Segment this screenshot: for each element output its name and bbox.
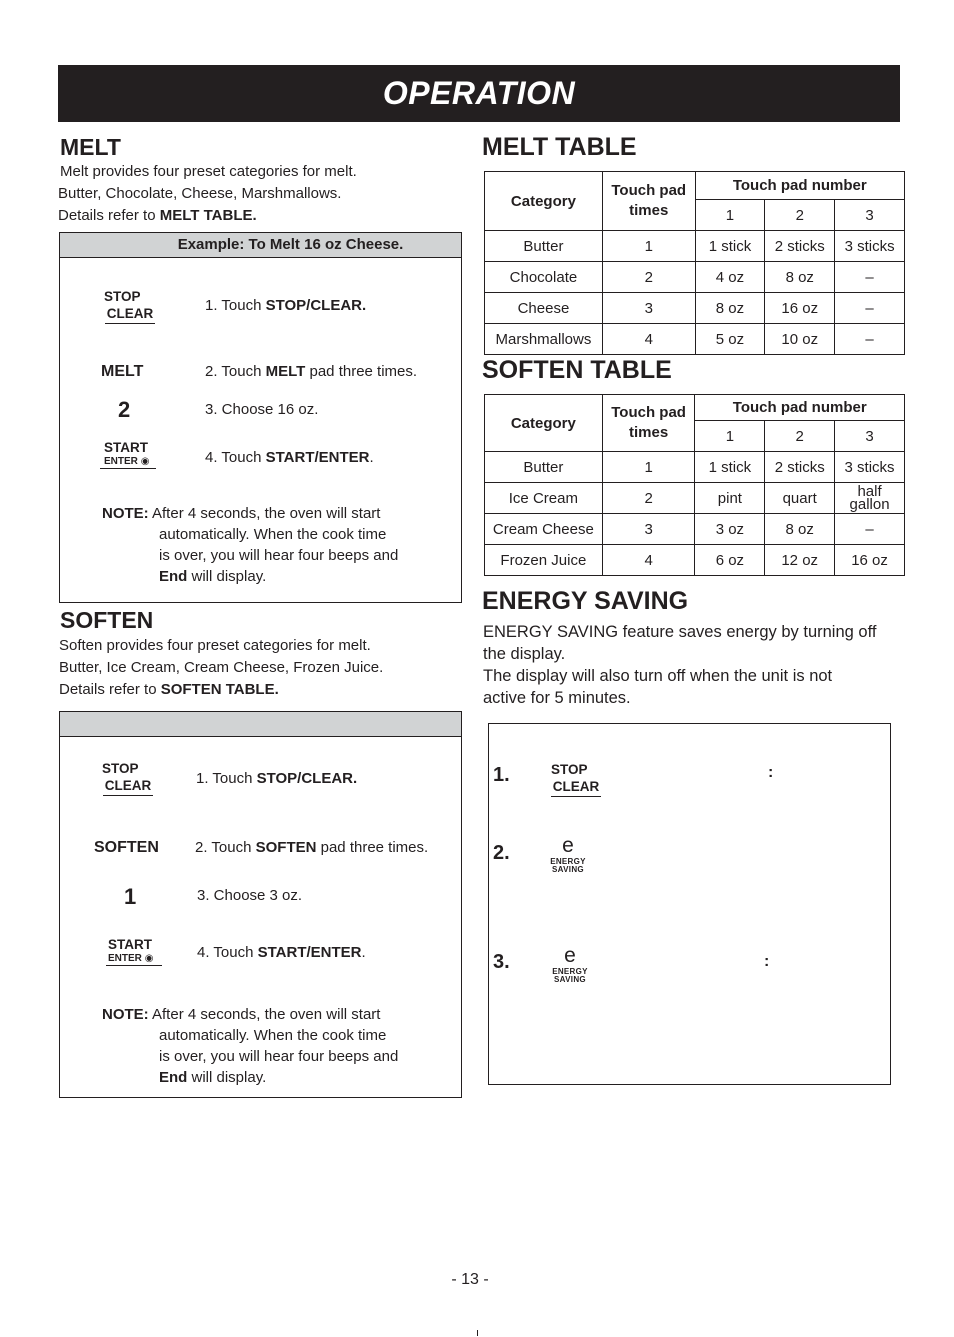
table-cell: Cheese	[485, 293, 603, 324]
table-cell: 16 oz	[765, 293, 835, 324]
table-cell: –	[835, 324, 905, 355]
melt-heading: MELT	[60, 134, 121, 160]
start-enter-key: START ENTER ◉	[100, 439, 162, 469]
table-cell: Marshmallows	[485, 324, 603, 355]
number-key-2: 2	[118, 397, 131, 422]
table-cell: 8 oz	[695, 293, 765, 324]
table-cell: 6 oz	[695, 545, 765, 576]
table-header: Category	[485, 172, 603, 231]
step-number: 3.	[493, 951, 510, 973]
table-cell: 4	[602, 324, 695, 355]
energy-text-3: The display will also turn off when the unit is not	[483, 667, 833, 685]
table-row	[485, 293, 905, 324]
page-title: OPERATION	[58, 65, 900, 122]
table-cell: 3	[602, 293, 695, 324]
soften-heading: SOFTEN	[60, 607, 154, 633]
table-cell: Ice Cream	[485, 483, 603, 514]
soften-step-1: 1. Touch STOP/CLEAR.	[196, 770, 358, 787]
soften-example-title	[60, 712, 461, 737]
table-row	[485, 545, 905, 576]
table-cell: half gallon	[835, 483, 905, 514]
melt-note: NOTE: After 4 seconds, the oven will start automatically. When the cook time is over, you will hear four beeps and End will display.	[102, 505, 399, 585]
melt-table	[484, 171, 905, 355]
table-cell: 10 oz	[765, 324, 835, 355]
table-cell: 3 sticks	[835, 231, 905, 262]
table-cell: 1 stick	[695, 231, 765, 262]
table-cell: 1	[602, 231, 695, 262]
table-row	[485, 483, 905, 514]
table-cell: 8 oz	[765, 514, 835, 545]
table-cell: 12 oz	[765, 545, 835, 576]
table-subheader: 3	[835, 200, 905, 231]
table-header: Touch pad times	[602, 395, 695, 452]
lock-icon: ◉	[144, 953, 154, 964]
start-enter-key: START ENTER ◉	[106, 936, 168, 966]
table-row	[485, 514, 905, 545]
table-header: Category	[485, 395, 603, 452]
table-cell: Chocolate	[485, 262, 603, 293]
melt-example-box	[59, 232, 462, 603]
table-cell: –	[835, 514, 905, 545]
table-cell: quart	[765, 483, 835, 514]
melt-intro-1: Melt provides four preset categories for melt.	[60, 163, 357, 180]
energy-text-4: active for 5 minutes.	[483, 689, 631, 707]
lock-icon: ◉	[140, 456, 150, 467]
table-subheader: 1	[695, 421, 765, 452]
melt-step-3: 3. Choose 16 oz.	[205, 401, 319, 418]
table-cell: –	[835, 293, 905, 324]
table-row	[485, 452, 905, 483]
melt-intro-3: Details refer to MELT TABLE.	[58, 207, 257, 224]
table-cell: 3 sticks	[835, 452, 905, 483]
table-cell: 8 oz	[765, 262, 835, 293]
table-cell: 2	[602, 483, 695, 514]
energy-saving-key: e ENERGY SAVING	[547, 834, 589, 874]
table-cell: Butter	[485, 452, 603, 483]
soften-step-3: 3. Choose 3 oz.	[197, 887, 303, 904]
table-row	[485, 324, 905, 355]
energy-text-1: ENERGY SAVING feature saves energy by turning off	[483, 623, 877, 641]
page-number: - 13 -	[451, 1271, 489, 1288]
table-cell: Butter	[485, 231, 603, 262]
energy-text-2: the display.	[483, 645, 566, 663]
table-cell: 2 sticks	[765, 452, 835, 483]
table-cell: 3 oz	[695, 514, 765, 545]
table-cell: 1	[602, 452, 695, 483]
soften-example-box	[59, 711, 462, 1098]
stop-clear-key: STOP CLEAR	[98, 760, 158, 796]
table-cell: Cream Cheese	[485, 514, 603, 545]
table-cell: 2	[602, 262, 695, 293]
table-cell: 4 oz	[695, 262, 765, 293]
table-subheader: 2	[765, 421, 835, 452]
display-colon: :	[768, 764, 774, 781]
stop-clear-key: STOP CLEAR	[100, 288, 160, 324]
soften-intro-1: Soften provides four preset categories for melt.	[59, 637, 371, 654]
step-number: 2.	[493, 842, 510, 864]
soften-table-heading: SOFTEN TABLE	[482, 356, 672, 384]
table-cell: pint	[695, 483, 765, 514]
table-cell: 4	[602, 545, 695, 576]
melt-step-2: 2. Touch MELT pad three times.	[205, 363, 418, 380]
soften-note: NOTE: After 4 seconds, the oven will start automatically. When the cook time is over, you will hear four beeps and End will display.	[102, 1006, 399, 1086]
energy-saving-heading: ENERGY SAVING	[482, 587, 689, 615]
table-cell: 16 oz	[835, 545, 905, 576]
number-key-1: 1	[124, 884, 137, 909]
melt-step-4: 4. Touch START/ENTER.	[205, 449, 374, 466]
soften-step-4: 4. Touch START/ENTER.	[197, 944, 366, 961]
table-row	[485, 262, 905, 293]
soften-pad-key: SOFTEN	[94, 839, 159, 856]
table-header: Touch pad number	[695, 395, 905, 421]
melt-pad-key: MELT	[101, 363, 144, 380]
display-colon: :	[764, 953, 770, 970]
table-header: Touch pad times	[602, 172, 695, 231]
table-cell: –	[835, 262, 905, 293]
crop-mark	[477, 1330, 478, 1336]
table-cell: 1 stick	[695, 452, 765, 483]
table-header: Touch pad number	[695, 172, 904, 200]
table-subheader: 3	[835, 421, 905, 452]
energy-saving-icon: e	[564, 944, 576, 967]
stop-clear-key: STOP CLEAR	[545, 761, 607, 797]
melt-table-heading: MELT TABLE	[482, 133, 637, 161]
melt-step-1: 1. Touch STOP/CLEAR.	[205, 297, 367, 314]
table-subheader: 1	[695, 200, 765, 231]
step-number: 1.	[493, 764, 510, 786]
energy-saving-key: e ENERGY SAVING	[549, 944, 591, 984]
table-cell: 3	[602, 514, 695, 545]
energy-saving-steps-box	[488, 723, 891, 1085]
table-cell: 5 oz	[695, 324, 765, 355]
soften-table	[484, 394, 905, 576]
melt-example-title: Example: To Melt 16 oz Cheese.	[60, 233, 461, 258]
energy-saving-icon: e	[562, 834, 574, 857]
melt-intro-2: Butter, Chocolate, Cheese, Marshmallows.	[58, 185, 342, 202]
soften-intro-2: Butter, Ice Cream, Cream Cheese, Frozen Juice.	[59, 659, 384, 676]
table-cell: Frozen Juice	[485, 545, 603, 576]
table-cell: 2 sticks	[765, 231, 835, 262]
soften-intro-3: Details refer to SOFTEN TABLE.	[59, 681, 279, 698]
table-subheader: 2	[765, 200, 835, 231]
soften-step-2: 2. Touch SOFTEN pad three times.	[195, 839, 429, 856]
table-row	[485, 231, 905, 262]
